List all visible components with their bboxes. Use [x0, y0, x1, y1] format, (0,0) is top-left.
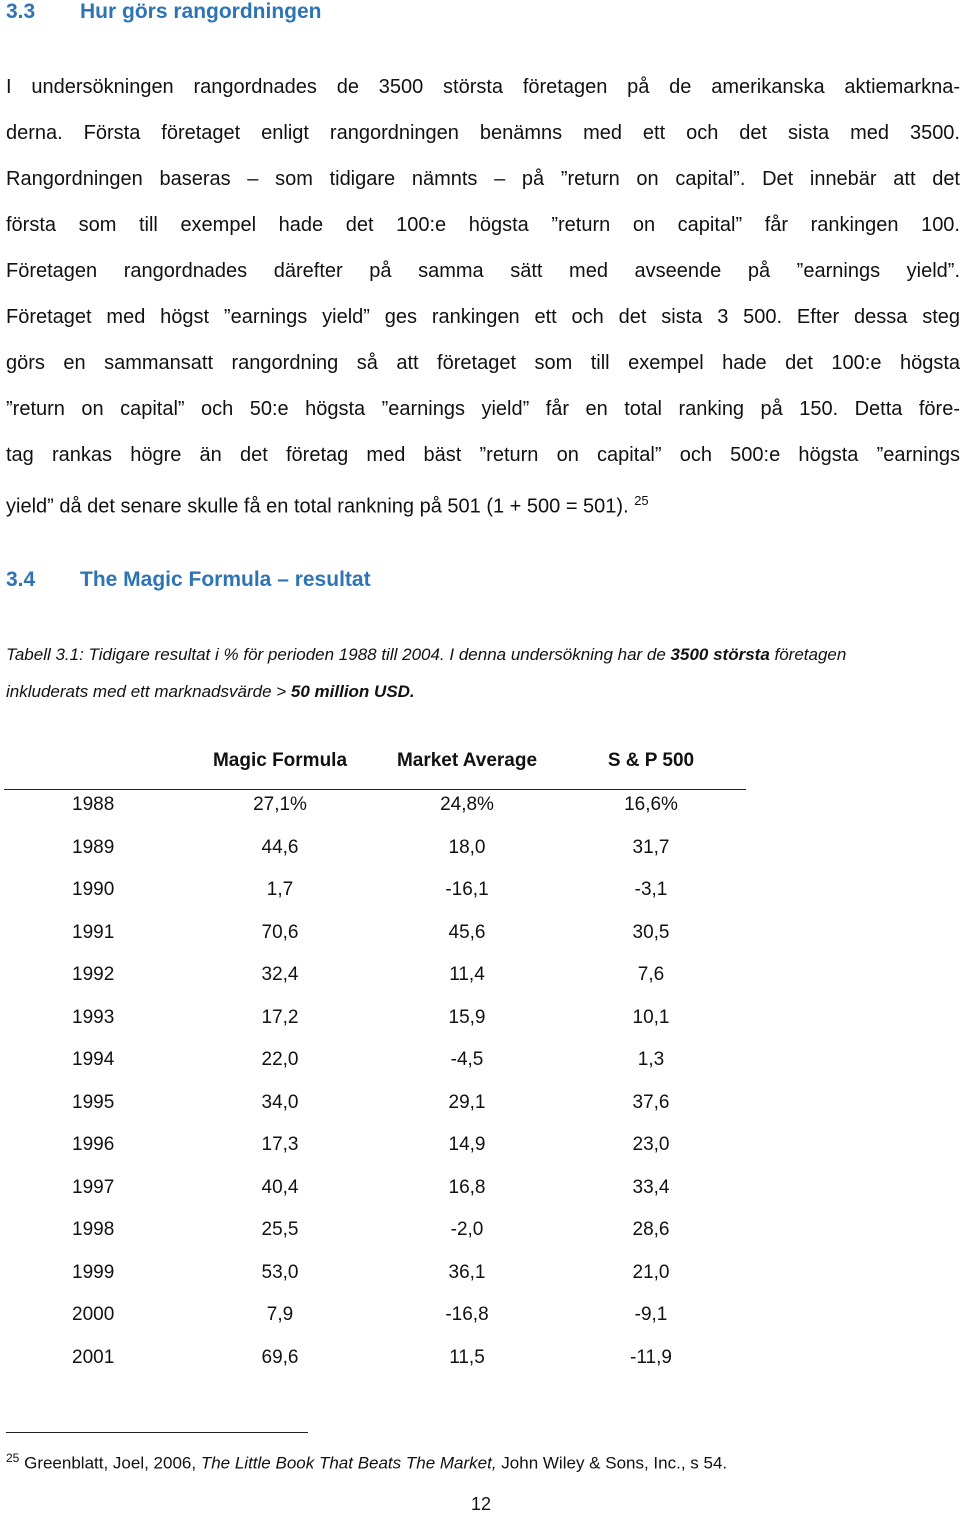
footnote-rule [6, 1432, 308, 1433]
footnote-book-title: The Little Book That Beats The Market, [200, 1453, 497, 1473]
market-average-cell: 18,0 [448, 836, 486, 858]
column-header: Magic Formula [212, 750, 348, 771]
column-header: S & P 500 [607, 750, 695, 771]
year-cell: 1988 [72, 794, 115, 815]
year-cell: 1991 [72, 921, 115, 943]
magic-formula-cell: 40,4 [261, 1176, 299, 1198]
footnote-text: Greenblatt, Joel, 2006, [24, 1453, 201, 1473]
sp500-cell: 37,6 [632, 1091, 670, 1113]
paragraph-line: I undersökningen rangordnades de 3500 största företagen på de amerikanska aktiemarkna- [6, 76, 960, 98]
paragraph-line: Företagen rangordnades därefter på samma sätt med avseende på ”earnings yield”. [6, 260, 960, 282]
caption-bold: 3500 största [670, 645, 770, 664]
table-row [0, 875, 760, 905]
table-row [0, 833, 760, 863]
table-row [0, 1300, 760, 1330]
table-header-row [0, 746, 760, 776]
magic-formula-cell: 69,6 [261, 1346, 299, 1368]
table-row [0, 1130, 760, 1160]
market-average-cell: -16,1 [445, 879, 489, 900]
market-average-cell: 36,1 [448, 1261, 486, 1283]
year-cell: 1998 [72, 1219, 115, 1240]
magic-formula-cell: 70,6 [261, 921, 299, 943]
table-row [0, 790, 760, 820]
magic-formula-cell: 1,7 [266, 879, 294, 900]
paragraph-line: derna. Första företaget enligt rangordningen benämns med ett och det sista med 3500. [6, 122, 960, 144]
table-row [0, 1045, 760, 1075]
table-row [0, 918, 760, 948]
sp500-cell: 31,7 [632, 836, 670, 858]
market-average-cell: -4,5 [450, 1049, 484, 1070]
sp500-cell: -3,1 [634, 879, 668, 900]
year-cell: 2000 [72, 1304, 115, 1325]
market-average-cell: 45,6 [448, 921, 486, 943]
sp500-cell: -9,1 [634, 1304, 668, 1325]
table-row [0, 1258, 760, 1288]
table-row [0, 1343, 760, 1373]
magic-formula-cell: 7,9 [266, 1304, 294, 1325]
market-average-cell: 11,4 [449, 964, 485, 985]
footnote-text: John Wiley & Sons, Inc., s 54. [496, 1453, 728, 1473]
paragraph-line-text: yield” då det senare skulle få en total rankning på 501 (1 + 500 = 501). [6, 495, 629, 518]
results-table [0, 746, 760, 1386]
sp500-cell: 23,0 [632, 1134, 670, 1155]
sp500-cell: 33,4 [632, 1176, 670, 1198]
year-cell: 1990 [72, 879, 115, 900]
page-number: 12 [471, 1494, 492, 1514]
table-row [0, 960, 760, 990]
caption-text: företagen [769, 645, 847, 664]
section-heading-3-4 [6, 568, 371, 592]
market-average-cell: 24,8% [440, 794, 494, 815]
magic-formula-cell: 27,1% [253, 794, 307, 815]
market-average-cell: 15,9 [448, 1006, 486, 1028]
magic-formula-cell: 44,6 [261, 836, 299, 858]
body-paragraph [6, 64, 960, 524]
year-cell: 1997 [72, 1176, 115, 1198]
sp500-cell: 16,6% [624, 794, 678, 815]
column-header: Market Average [396, 750, 538, 771]
paragraph-line: första som till exempel hade det 100:e högsta ”return on capital” får rankingen 100. [6, 214, 960, 236]
market-average-cell: -16,8 [445, 1304, 489, 1325]
paragraph-line: tag rankas högre än det företag med bäst ”return on capital” och 500:e högsta ”earnings [6, 444, 960, 466]
caption-bold: 50 million USD. [290, 682, 415, 701]
footnote-reference: 25 [634, 493, 649, 508]
section-title: The Magic Formula – resultat [80, 568, 371, 591]
footnote-marker: 25 [6, 1451, 20, 1465]
market-average-cell: 16,8 [448, 1176, 486, 1198]
magic-formula-cell: 53,0 [261, 1261, 299, 1283]
year-cell: 2001 [72, 1346, 115, 1368]
section-title: Hur görs rangordningen [80, 0, 322, 23]
market-average-cell: 29,1 [448, 1091, 486, 1113]
year-cell: 1989 [72, 836, 115, 858]
table-row [0, 1215, 760, 1245]
caption-line-2 [6, 673, 846, 710]
paragraph-line: görs en sammansatt rangordning så att företaget som till exempel hade det 100:e högsta [6, 352, 960, 374]
magic-formula-cell: 34,0 [261, 1091, 299, 1113]
footnote [6, 1446, 727, 1476]
paragraph-line: Företaget med högst ”earnings yield” ges rankingen ett och det sista 3 500. Efter dessa steg [6, 306, 960, 328]
table-caption [6, 636, 846, 710]
sp500-cell: 28,6 [632, 1219, 670, 1240]
sp500-cell: 1,3 [637, 1049, 665, 1070]
sp500-cell: 10,1 [632, 1006, 670, 1028]
magic-formula-cell: 32,4 [261, 964, 299, 985]
market-average-cell: -2,0 [450, 1219, 484, 1240]
year-cell: 1992 [72, 964, 115, 985]
paragraph-line: Rangordningen baseras – som tidigare nämnts – på ”return on capital”. Det innebär att det [6, 168, 960, 190]
paragraph-line: ”return on capital” och 50:e högsta ”earnings yield” får en total ranking på 150. Detta före- [6, 398, 960, 420]
sp500-cell: 7,6 [637, 964, 665, 985]
table-row [0, 1173, 760, 1203]
caption-text: inkluderats med ett marknadsvärde > [6, 682, 291, 701]
magic-formula-cell: 17,3 [261, 1134, 299, 1155]
sp500-cell: -11,9 [630, 1346, 672, 1368]
sp500-cell: 30,5 [632, 921, 670, 943]
magic-formula-cell: 17,2 [261, 1006, 299, 1028]
year-cell: 1995 [72, 1091, 115, 1113]
caption-text: Tabell 3.1: Tidigare resultat i % för perioden 1988 till 2004. I denna undersökning har de [6, 645, 671, 664]
section-number: 3.3 [6, 0, 36, 23]
section-heading-3-3 [6, 0, 322, 24]
market-average-cell: 11,5 [449, 1346, 485, 1368]
table-row [0, 1088, 760, 1118]
year-cell: 1993 [72, 1006, 115, 1028]
caption-line-1 [6, 636, 846, 673]
sp500-cell: 21,0 [632, 1261, 670, 1283]
year-cell: 1994 [72, 1049, 115, 1070]
table-row [0, 1003, 760, 1033]
section-number: 3.4 [6, 568, 36, 591]
year-cell: 1999 [72, 1261, 115, 1283]
market-average-cell: 14,9 [448, 1134, 486, 1155]
paragraph-line [6, 478, 960, 524]
magic-formula-cell: 25,5 [261, 1219, 299, 1240]
year-cell: 1996 [72, 1134, 115, 1155]
magic-formula-cell: 22,0 [261, 1049, 299, 1070]
